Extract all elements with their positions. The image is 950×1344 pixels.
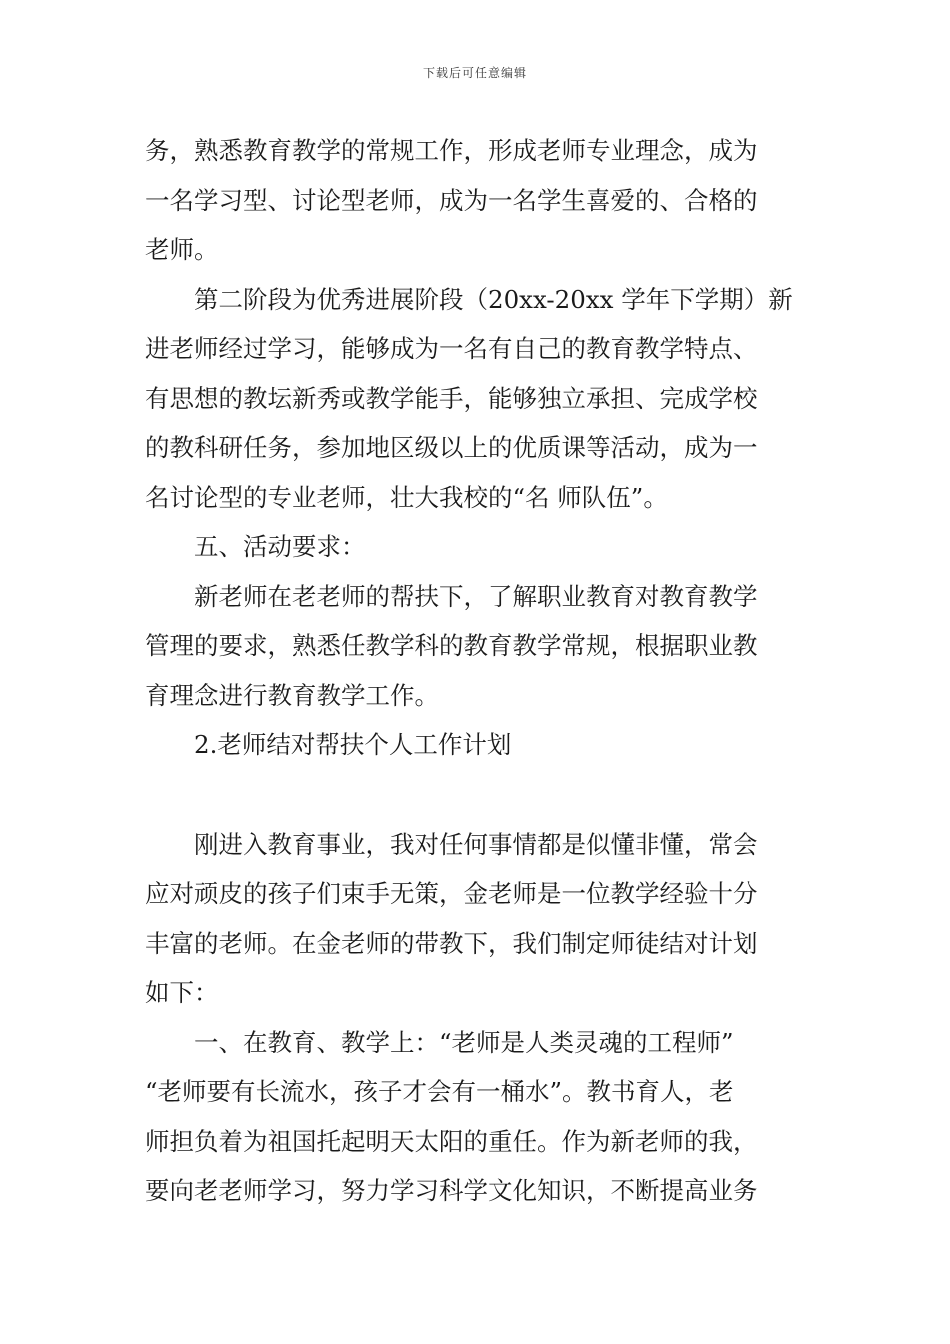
text-line: 名讨论型的专业老师，壮大我校的“名 师队伍”。 xyxy=(145,482,668,512)
page-header-note: 下载后可任意编辑 xyxy=(422,66,527,80)
text-line: 应对顽皮的孩子们束手无策，金老师是一位教学经验十分 xyxy=(145,879,758,908)
text-line: 有思想的教坛新秀或教学能手，能够独立承担、完成学校 xyxy=(145,383,758,413)
text-line: 育理念进行教育教学工作。 xyxy=(145,680,439,710)
section-heading-plan xyxy=(145,720,810,770)
blank-spacer xyxy=(145,770,810,820)
paragraph-6 xyxy=(145,820,810,1018)
document-body xyxy=(145,126,810,1216)
paragraph-4 xyxy=(145,572,810,721)
text-line: 2.老师结对帮扶个人工作计划 xyxy=(194,730,512,759)
text-line: “老师要有长流水，孩子才会有一桶水”。教书育人，老 xyxy=(145,1077,734,1106)
paragraph-1 xyxy=(145,126,810,275)
text-line: 的教科研任务，参加地区级以上的优质课等活动，成为一 xyxy=(145,433,758,462)
text-line: 如下： xyxy=(145,978,219,1007)
paragraph-2 xyxy=(145,275,810,523)
text-line: 老师。 xyxy=(145,235,219,264)
text-line: 一名学习型、讨论型老师，成为一名学生喜爱的、合格的 xyxy=(145,185,758,215)
text-line: 管理的要求，熟悉任教学科的教育教学常规，根据职业教 xyxy=(145,631,758,660)
text-line: 一、在教育、教学上：“老师是人类灵魂的工程师” xyxy=(194,1027,734,1057)
section-heading-activity-requirements xyxy=(145,522,810,572)
text-line: 新老师在老老师的帮扶下，了解职业教育对教育教学 xyxy=(194,581,758,611)
text-line: 要向老老师学习，努力学习科学文化知识，不断提高业务 xyxy=(145,1176,758,1205)
text-line: 五、活动要求： xyxy=(194,532,366,561)
text-line: 师担负着为祖国托起明天太阳的重任。作为新老师的我， xyxy=(145,1126,758,1156)
text-line: 第二阶段为优秀进展阶段（20xx-20xx 学年下学期）新 xyxy=(194,284,793,314)
text-line: 丰富的老师。在金老师的带教下，我们制定师徒结对计划 xyxy=(145,928,758,958)
paragraph-7 xyxy=(145,1018,810,1216)
text-line: 刚进入教育事业，我对任何事情都是似懂非懂，常会 xyxy=(194,829,758,859)
text-line: 务，熟悉教育教学的常规工作，形成老师专业理念，成为 xyxy=(145,136,758,165)
text-line: 进老师经过学习，能够成为一名有自己的教育教学特点、 xyxy=(145,334,758,363)
